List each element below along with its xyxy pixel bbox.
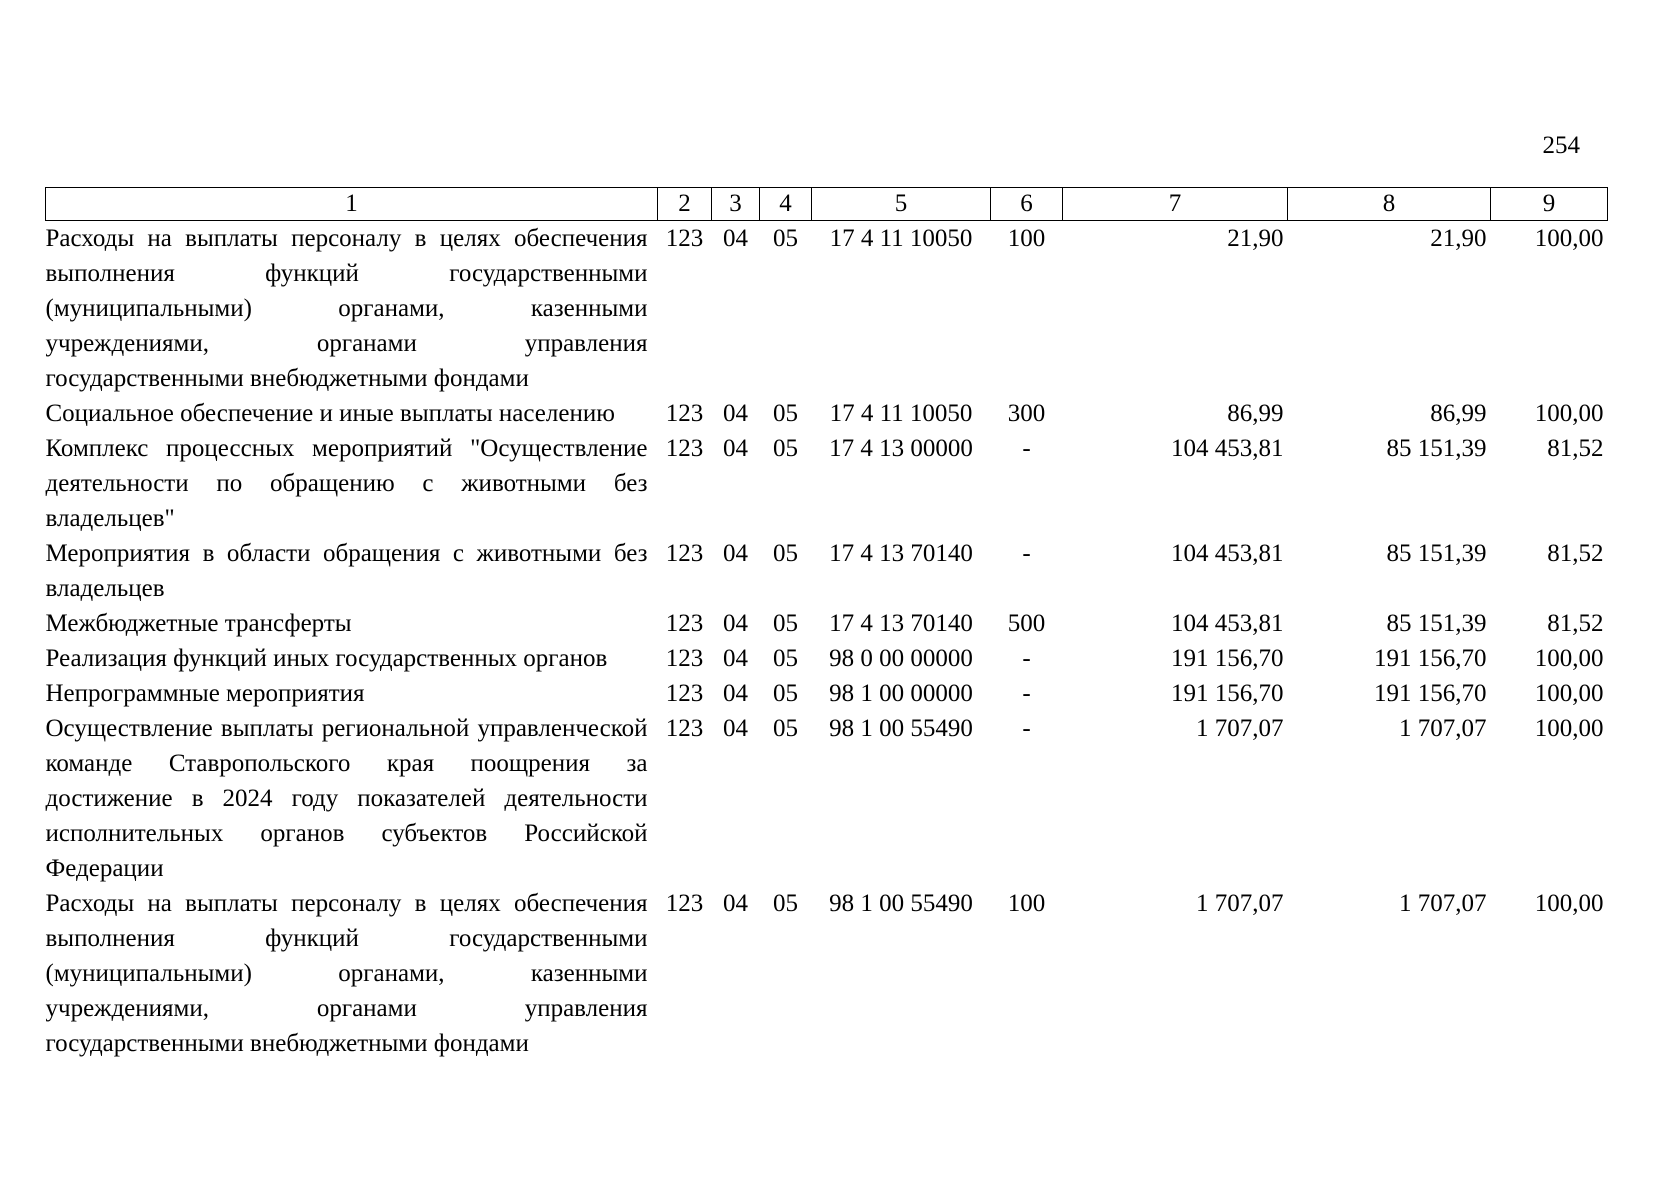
row-percent: 81,52: [1547, 540, 1604, 567]
column-header-5: 5: [812, 188, 991, 221]
row-ministry-code: 123: [665, 645, 704, 672]
column-header-9: 9: [1491, 188, 1608, 221]
row-actual-amount: 21,90: [1430, 225, 1487, 252]
budget-table: [45, 187, 1608, 1061]
row-ministry-code: 123: [665, 715, 704, 742]
row-section-code: 04: [723, 680, 748, 707]
row-section-code: 04: [723, 225, 748, 252]
table-row: [46, 886, 1608, 1061]
row-planned-amount: 1 707,07: [1196, 715, 1284, 742]
table-row: [46, 536, 1608, 606]
row-expense-type: -: [1022, 435, 1031, 462]
table-row: [46, 676, 1608, 711]
row-planned-amount: 104 453,81: [1171, 540, 1284, 567]
row-planned-amount: 21,90: [1227, 225, 1284, 252]
row-ministry-code: 123: [665, 680, 704, 707]
table-body: [46, 221, 1608, 1062]
column-header-8: 8: [1288, 188, 1491, 221]
table-row: [46, 431, 1608, 536]
row-actual-amount: 191 156,70: [1374, 645, 1487, 672]
row-name: Расходы на выплаты персоналу в целях обеспечения выполнения функций государственными (муниципальными) органами, казенными учреждениями, органами управления государственными внебюджетными фондами: [45, 225, 648, 392]
row-ministry-code: 123: [665, 225, 704, 252]
row-actual-amount: 191 156,70: [1374, 680, 1487, 707]
row-expense-type: 500: [1007, 610, 1046, 637]
row-planned-amount: 104 453,81: [1171, 435, 1284, 462]
row-expense-type: 100: [1007, 225, 1046, 252]
row-target-article: 98 1 00 00000: [829, 680, 973, 707]
column-header-6: 6: [991, 188, 1063, 221]
row-section-code: 04: [723, 435, 748, 462]
row-planned-amount: 191 156,70: [1171, 680, 1284, 707]
row-actual-amount: 85 151,39: [1386, 610, 1487, 637]
row-ministry-code: 123: [665, 890, 704, 917]
row-target-article: 17 4 11 10050: [829, 225, 973, 252]
column-header-7: 7: [1063, 188, 1288, 221]
column-header-3: 3: [712, 188, 760, 221]
row-target-article: 98 1 00 55490: [829, 715, 973, 742]
row-subsection-code: 05: [773, 715, 798, 742]
row-subsection-code: 05: [773, 610, 798, 637]
row-ministry-code: 123: [665, 540, 704, 567]
row-actual-amount: 85 151,39: [1386, 540, 1487, 567]
row-name: Мероприятия в области обращения с животными без владельцев: [45, 540, 648, 602]
row-percent: 100,00: [1534, 645, 1604, 672]
row-subsection-code: 05: [773, 225, 798, 252]
table-row: [46, 221, 1608, 397]
row-name: Расходы на выплаты персоналу в целях обеспечения выполнения функций государственными (муниципальными) органами, казенными учреждениями, органами управления государственными внебюджетными фондами: [45, 890, 648, 1057]
row-percent: 81,52: [1547, 435, 1604, 462]
row-percent: 100,00: [1534, 890, 1604, 917]
row-expense-type: 100: [1007, 890, 1046, 917]
table-row: [46, 396, 1608, 431]
column-header-2: 2: [658, 188, 712, 221]
row-expense-type: 300: [1007, 400, 1046, 427]
row-target-article: 17 4 13 70140: [829, 610, 973, 637]
row-subsection-code: 05: [773, 645, 798, 672]
table-row: [46, 641, 1608, 676]
row-section-code: 04: [723, 540, 748, 567]
row-name: Непрограммные мероприятия: [45, 680, 365, 707]
row-subsection-code: 05: [773, 680, 798, 707]
row-name: Осуществление выплаты региональной управленческой команде Ставропольского края поощрения за достижение в 2024 году показателей деятельности исполнительных органов субъектов Российской Федерации: [45, 715, 648, 882]
row-expense-type: -: [1022, 680, 1031, 707]
row-planned-amount: 104 453,81: [1171, 610, 1284, 637]
column-header-1: 1: [46, 188, 658, 221]
page-number: 254: [1542, 132, 1580, 159]
row-target-article: 17 4 11 10050: [829, 400, 973, 427]
row-actual-amount: 85 151,39: [1386, 435, 1487, 462]
row-planned-amount: 191 156,70: [1171, 645, 1284, 672]
row-percent: 100,00: [1534, 225, 1604, 252]
row-ministry-code: 123: [665, 435, 704, 462]
row-target-article: 98 0 00 00000: [829, 645, 973, 672]
row-section-code: 04: [723, 610, 748, 637]
row-expense-type: -: [1022, 715, 1031, 742]
row-name: Комплекс процессных мероприятий "Осуществление деятельности по обращению с животными без владельцев": [45, 435, 648, 532]
row-section-code: 04: [723, 400, 748, 427]
row-subsection-code: 05: [773, 435, 798, 462]
table-row: [46, 711, 1608, 886]
row-name: Социальное обеспечение и иные выплаты населению: [45, 400, 615, 427]
row-target-article: 17 4 13 00000: [829, 435, 973, 462]
row-expense-type: -: [1022, 540, 1031, 567]
row-expense-type: -: [1022, 645, 1031, 672]
column-header-4: 4: [760, 188, 812, 221]
row-percent: 100,00: [1534, 400, 1604, 427]
row-percent: 100,00: [1534, 680, 1604, 707]
row-subsection-code: 05: [773, 540, 798, 567]
row-target-article: 98 1 00 55490: [829, 890, 973, 917]
row-actual-amount: 1 707,07: [1399, 715, 1487, 742]
table-row: [46, 606, 1608, 641]
row-percent: 81,52: [1547, 610, 1604, 637]
row-actual-amount: 1 707,07: [1399, 890, 1487, 917]
row-percent: 100,00: [1534, 715, 1604, 742]
row-planned-amount: 1 707,07: [1196, 890, 1284, 917]
row-planned-amount: 86,99: [1227, 400, 1284, 427]
row-subsection-code: 05: [773, 890, 798, 917]
row-section-code: 04: [723, 890, 748, 917]
row-name: Реализация функций иных государственных органов: [45, 645, 608, 672]
row-ministry-code: 123: [665, 610, 704, 637]
row-subsection-code: 05: [773, 400, 798, 427]
row-section-code: 04: [723, 645, 748, 672]
row-ministry-code: 123: [665, 400, 704, 427]
row-name: Межбюджетные трансферты: [45, 610, 352, 637]
row-target-article: 17 4 13 70140: [829, 540, 973, 567]
row-section-code: 04: [723, 715, 748, 742]
table-header: [46, 188, 1608, 221]
row-actual-amount: 86,99: [1430, 400, 1487, 427]
